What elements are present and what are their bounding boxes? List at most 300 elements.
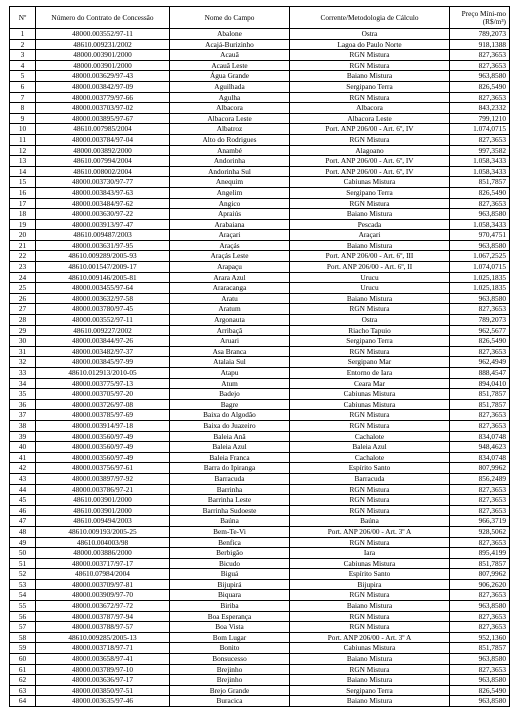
stream-methodology-cell: Port. ANP 206/00 - Art. 6º, II	[290, 262, 450, 273]
stream-methodology-cell: Baiano Mistura	[290, 696, 450, 707]
field-name-cell: Aratu	[170, 293, 290, 304]
field-name-cell: Araçás Leste	[170, 251, 290, 262]
contract-number-cell: 48000.003484/97-62	[36, 198, 170, 209]
header-stream-methodology: Corrente/Metodologia de Cálculo	[290, 7, 450, 29]
field-name-cell: Atum	[170, 378, 290, 389]
contract-number-cell: 48000.003786/97-21	[36, 484, 170, 495]
stream-methodology-cell: RGN Mistura	[290, 505, 450, 516]
stream-methodology-cell: Albacora	[290, 103, 450, 114]
stream-methodology-cell: Baiano Mistura	[290, 209, 450, 220]
field-name-cell: Bom Lugar	[170, 632, 290, 643]
table-row	[10, 357, 510, 368]
row-number-cell: 10	[10, 124, 36, 135]
field-name-cell: Andorinha	[170, 156, 290, 167]
row-number-cell: 59	[10, 643, 36, 654]
contract-number-cell: 48000.003897/97-92	[36, 473, 170, 484]
min-price-cell: 963,8580	[450, 240, 510, 251]
table-row	[10, 283, 510, 294]
header-num: Nº	[10, 7, 36, 29]
row-number-cell: 57	[10, 622, 36, 633]
table-row	[10, 442, 510, 453]
contract-number-cell: 48000.003705/97-20	[36, 389, 170, 400]
field-name-cell: Brejinho	[170, 675, 290, 686]
row-number-cell: 12	[10, 145, 36, 156]
stream-methodology-cell: Urucu	[290, 283, 450, 294]
contract-number-cell: 48000.003560/97-49	[36, 452, 170, 463]
row-number-cell: 27	[10, 304, 36, 315]
table-row	[10, 685, 510, 696]
table-row	[10, 92, 510, 103]
field-name-cell: Brejinho	[170, 664, 290, 675]
table-row	[10, 177, 510, 188]
min-price-cell: 1.058,3433	[450, 166, 510, 177]
row-number-cell: 53	[10, 579, 36, 590]
contract-number-cell: 48610.009494/2003	[36, 516, 170, 527]
row-number-cell: 9	[10, 113, 36, 124]
row-number-cell: 60	[10, 654, 36, 665]
table-row	[10, 346, 510, 357]
table-row	[10, 134, 510, 145]
stream-methodology-cell: Baúna	[290, 516, 450, 527]
field-name-cell: Arapaçu	[170, 262, 290, 273]
min-price-cell: 789,2073	[450, 315, 510, 326]
table-row	[10, 81, 510, 92]
contract-number-cell: 48000.003913/97-47	[36, 219, 170, 230]
min-price-cell: 827,3653	[450, 590, 510, 601]
contract-number-cell: 48000.003629/97-43	[36, 71, 170, 82]
contract-number-cell: 48000.003658/97-41	[36, 654, 170, 665]
min-price-cell: 1.074,0715	[450, 124, 510, 135]
field-name-cell: Baúna	[170, 516, 290, 527]
stream-methodology-cell: Sergipano Mar	[290, 357, 450, 368]
stream-methodology-cell: Port. ANP 206/00 - Art. 6º, III	[290, 251, 450, 262]
table-row	[10, 643, 510, 654]
field-name-cell: Biquara	[170, 590, 290, 601]
min-price-cell: 827,3653	[450, 92, 510, 103]
min-price-cell: 966,3719	[450, 516, 510, 527]
contract-number-cell: 48000.003560/97-49	[36, 431, 170, 442]
stream-methodology-cell: RGN Mistura	[290, 495, 450, 506]
contract-number-cell: 48000.003635/97-46	[36, 696, 170, 707]
row-number-cell: 20	[10, 230, 36, 241]
row-number-cell: 61	[10, 664, 36, 675]
field-name-cell: Aratum	[170, 304, 290, 315]
field-name-cell: Bagre	[170, 399, 290, 410]
row-number-cell: 22	[10, 251, 36, 262]
contract-number-cell: 48000.003482/97-37	[36, 346, 170, 357]
row-number-cell: 5	[10, 71, 36, 82]
row-number-cell: 44	[10, 484, 36, 495]
table-row	[10, 240, 510, 251]
row-number-cell: 28	[10, 315, 36, 326]
table-row	[10, 29, 510, 40]
field-name-cell: Berbigão	[170, 548, 290, 559]
field-name-cell: Água Grande	[170, 71, 290, 82]
stream-methodology-cell: RGN Mistura	[290, 198, 450, 209]
row-number-cell: 49	[10, 537, 36, 548]
field-name-cell: Apraiús	[170, 209, 290, 220]
row-number-cell: 4	[10, 60, 36, 71]
stream-methodology-cell: Pescada	[290, 219, 450, 230]
row-number-cell: 50	[10, 548, 36, 559]
stream-methodology-cell: Sergipano Terra	[290, 187, 450, 198]
contract-number-cell: 48610.009289/2005-93	[36, 251, 170, 262]
field-name-cell: Baixa do Juazeiro	[170, 420, 290, 431]
contract-number-cell: 48610.009285/2005-13	[36, 632, 170, 643]
min-price-cell: 834,0748	[450, 431, 510, 442]
stream-methodology-cell: RGN Mistura	[290, 134, 450, 145]
contract-number-cell: 48000.003780/97-45	[36, 304, 170, 315]
table-row	[10, 389, 510, 400]
table-row	[10, 399, 510, 410]
table-row	[10, 71, 510, 82]
row-number-cell: 47	[10, 516, 36, 527]
stream-methodology-cell: Ostra	[290, 29, 450, 40]
min-price-cell: 963,8580	[450, 654, 510, 665]
field-name-cell: Barrinha Leste	[170, 495, 290, 506]
field-name-cell: Barrinha	[170, 484, 290, 495]
row-number-cell: 17	[10, 198, 36, 209]
table-row	[10, 124, 510, 135]
field-name-cell: Bicudo	[170, 558, 290, 569]
table-row	[10, 368, 510, 379]
field-name-cell: Abalone	[170, 29, 290, 40]
contract-number-cell: 48610.009487/2003	[36, 230, 170, 241]
min-price-cell: 807,9962	[450, 463, 510, 474]
field-name-cell: Araracanga	[170, 283, 290, 294]
row-number-cell: 29	[10, 325, 36, 336]
table-row	[10, 304, 510, 315]
stream-methodology-cell: Ceara Mar	[290, 378, 450, 389]
row-number-cell: 33	[10, 368, 36, 379]
field-name-cell: Anambé	[170, 145, 290, 156]
min-price-cell: 834,0748	[450, 452, 510, 463]
row-number-cell: 16	[10, 187, 36, 198]
min-price-cell: 963,8580	[450, 71, 510, 82]
contract-number-cell: 48000.003730/97-77	[36, 177, 170, 188]
row-number-cell: 55	[10, 601, 36, 612]
contract-number-cell: 48610.008002/2004	[36, 166, 170, 177]
stream-methodology-cell: Espírito Santo	[290, 463, 450, 474]
row-number-cell: 15	[10, 177, 36, 188]
table-row	[10, 187, 510, 198]
field-name-cell: Baleia Azul	[170, 442, 290, 453]
row-number-cell: 43	[10, 473, 36, 484]
table-row	[10, 664, 510, 675]
stream-methodology-cell: RGN Mistura	[290, 590, 450, 601]
contract-number-cell: 48000.003901/2000	[36, 60, 170, 71]
table-row	[10, 156, 510, 167]
contract-number-cell: 48000.003909/97-70	[36, 590, 170, 601]
min-price-cell: 827,3653	[450, 134, 510, 145]
stream-methodology-cell: Baiano Mistura	[290, 654, 450, 665]
contract-number-cell: 48000.003718/97-71	[36, 643, 170, 654]
stream-methodology-cell: Baiano Mistura	[290, 240, 450, 251]
row-number-cell: 42	[10, 463, 36, 474]
min-price-cell: 963,8580	[450, 675, 510, 686]
contract-number-cell: 48000.003901/2000	[36, 50, 170, 61]
table-row	[10, 505, 510, 516]
min-price-cell: 851,7857	[450, 558, 510, 569]
table-row	[10, 325, 510, 336]
table-row	[10, 420, 510, 431]
stream-methodology-cell: Ostra	[290, 315, 450, 326]
row-number-cell: 63	[10, 685, 36, 696]
row-number-cell: 7	[10, 92, 36, 103]
stream-methodology-cell: Alagoano	[290, 145, 450, 156]
table-row	[10, 336, 510, 347]
stream-methodology-cell: Albacora Leste	[290, 113, 450, 124]
header-field-name: Nome do Campo	[170, 7, 290, 29]
min-price-cell: 856,2489	[450, 473, 510, 484]
min-price-cell: 807,9962	[450, 569, 510, 580]
stream-methodology-cell: Cabiunas Mistura	[290, 389, 450, 400]
table-row	[10, 145, 510, 156]
field-name-cell: Andorinha Sul	[170, 166, 290, 177]
contract-number-cell: 48000.003672/97-72	[36, 601, 170, 612]
table-row	[10, 452, 510, 463]
row-number-cell: 38	[10, 420, 36, 431]
min-price-cell: 952,1360	[450, 632, 510, 643]
field-name-cell: Asa Branca	[170, 346, 290, 357]
contract-number-cell: 48610.07984/2004	[36, 569, 170, 580]
stream-methodology-cell: Sergipano Terra	[290, 685, 450, 696]
contract-number-cell: 48610.009227/2002	[36, 325, 170, 336]
min-price-cell: 970,4751	[450, 230, 510, 241]
contract-number-cell: 48000.003703/97-02	[36, 103, 170, 114]
field-name-cell: Bonito	[170, 643, 290, 654]
field-name-cell: Bem-Te-Vi	[170, 526, 290, 537]
stream-methodology-cell: RGN Mistura	[290, 92, 450, 103]
min-price-cell: 894,0410	[450, 378, 510, 389]
table-row	[10, 548, 510, 559]
contract-number-cell: 48000.003560/97-49	[36, 442, 170, 453]
field-name-cell: Acauã Leste	[170, 60, 290, 71]
row-number-cell: 58	[10, 632, 36, 643]
field-name-cell: Atalaia Sul	[170, 357, 290, 368]
field-name-cell: Bonsucesso	[170, 654, 290, 665]
field-name-cell: Benfica	[170, 537, 290, 548]
field-name-cell: Agulha	[170, 92, 290, 103]
min-price-cell: 851,7857	[450, 643, 510, 654]
min-price-cell: 948,4623	[450, 442, 510, 453]
row-number-cell: 35	[10, 389, 36, 400]
contract-number-cell: 48000.003787/97-94	[36, 611, 170, 622]
stream-methodology-cell: Cabiunas Mistura	[290, 558, 450, 569]
row-number-cell: 23	[10, 262, 36, 273]
min-price-cell: 918,1388	[450, 39, 510, 50]
contract-number-cell: 48000.003842/97-09	[36, 81, 170, 92]
row-number-cell: 1	[10, 29, 36, 40]
header-contract-number: Número do Contrato de Concessão	[36, 7, 170, 29]
min-price-cell: 997,3582	[450, 145, 510, 156]
table-row	[10, 219, 510, 230]
stream-methodology-cell: Iara	[290, 548, 450, 559]
field-name-cell: Aguilhada	[170, 81, 290, 92]
concession-price-table	[9, 6, 510, 707]
field-name-cell: Boa Vista	[170, 622, 290, 633]
row-number-cell: 21	[10, 240, 36, 251]
min-price-cell: 827,3653	[450, 346, 510, 357]
min-price-cell: 888,4547	[450, 368, 510, 379]
min-price-cell: 906,2620	[450, 579, 510, 590]
table-row	[10, 537, 510, 548]
contract-number-cell: 48000.003850/97-51	[36, 685, 170, 696]
contract-number-cell: 48000.003845/97-99	[36, 357, 170, 368]
table-row	[10, 50, 510, 61]
table-row	[10, 516, 510, 527]
table-row	[10, 431, 510, 442]
stream-methodology-cell: Barracuda	[290, 473, 450, 484]
min-price-cell: 1.074,0715	[450, 262, 510, 273]
stream-methodology-cell: Port. ANP 206/00 - Art. 3º A	[290, 632, 450, 643]
table-row	[10, 601, 510, 612]
min-price-cell: 827,3653	[450, 611, 510, 622]
min-price-cell: 827,3653	[450, 410, 510, 421]
stream-methodology-cell: Baiano Mistura	[290, 71, 450, 82]
table-row	[10, 60, 510, 71]
row-number-cell: 54	[10, 590, 36, 601]
table-row	[10, 473, 510, 484]
table-row	[10, 579, 510, 590]
stream-methodology-cell: RGN Mistura	[290, 50, 450, 61]
min-price-cell: 799,1210	[450, 113, 510, 124]
row-number-cell: 34	[10, 378, 36, 389]
row-number-cell: 32	[10, 357, 36, 368]
field-name-cell: Buracica	[170, 696, 290, 707]
contract-number-cell: 48610.009146/2005-81	[36, 272, 170, 283]
contract-number-cell: 48000.003843/97-63	[36, 187, 170, 198]
contract-number-cell: 48000.003552/97-11	[36, 29, 170, 40]
field-name-cell: Bijupirá	[170, 579, 290, 590]
contract-number-cell: 48000.003636/97-17	[36, 675, 170, 686]
stream-methodology-cell: Cabiunas Mistura	[290, 399, 450, 410]
field-name-cell: Angico	[170, 198, 290, 209]
stream-methodology-cell: Urucu	[290, 272, 450, 283]
min-price-cell: 928,5062	[450, 526, 510, 537]
contract-number-cell: 48000.003895/97-67	[36, 113, 170, 124]
row-number-cell: 25	[10, 283, 36, 294]
stream-methodology-cell: RGN Mistura	[290, 484, 450, 495]
min-price-cell: 962,4949	[450, 357, 510, 368]
field-name-cell: Albatroz	[170, 124, 290, 135]
table-row	[10, 569, 510, 580]
table-row	[10, 590, 510, 601]
row-number-cell: 56	[10, 611, 36, 622]
row-number-cell: 46	[10, 505, 36, 516]
table-row	[10, 410, 510, 421]
row-number-cell: 40	[10, 442, 36, 453]
row-number-cell: 41	[10, 452, 36, 463]
field-name-cell: Albacora	[170, 103, 290, 114]
table-row	[10, 654, 510, 665]
table-row	[10, 622, 510, 633]
contract-number-cell: 48000.003552/97-11	[36, 315, 170, 326]
row-number-cell: 52	[10, 569, 36, 580]
min-price-cell: 827,3653	[450, 622, 510, 633]
contract-number-cell: 48000.003788/97-57	[36, 622, 170, 633]
table-row	[10, 558, 510, 569]
stream-methodology-cell: Cachalote	[290, 452, 450, 463]
min-price-cell: 826,5490	[450, 187, 510, 198]
field-name-cell: Alto do Rodrigues	[170, 134, 290, 145]
field-name-cell: Angelim	[170, 187, 290, 198]
field-name-cell: Araçari	[170, 230, 290, 241]
row-number-cell: 36	[10, 399, 36, 410]
field-name-cell: Biriba	[170, 601, 290, 612]
min-price-cell: 1.058,3433	[450, 219, 510, 230]
table-row	[10, 166, 510, 177]
contract-number-cell: 48610.001547/2009-17	[36, 262, 170, 273]
min-price-cell: 963,8580	[450, 293, 510, 304]
field-name-cell: Baleia Franca	[170, 452, 290, 463]
min-price-cell: 827,3653	[450, 304, 510, 315]
stream-methodology-cell: RGN Mistura	[290, 611, 450, 622]
document-page	[9, 6, 509, 707]
table-header	[10, 7, 510, 29]
row-number-cell: 3	[10, 50, 36, 61]
contract-number-cell: 48000.003631/97-95	[36, 240, 170, 251]
row-number-cell: 18	[10, 209, 36, 220]
field-name-cell: Barra do Ipiranga	[170, 463, 290, 474]
table-row	[10, 272, 510, 283]
stream-methodology-cell: Baleia Azul	[290, 442, 450, 453]
min-price-cell: 962,5677	[450, 325, 510, 336]
row-number-cell: 64	[10, 696, 36, 707]
min-price-cell: 827,3653	[450, 664, 510, 675]
row-number-cell: 62	[10, 675, 36, 686]
contract-number-cell: 48610.007985/2004	[36, 124, 170, 135]
table-row	[10, 526, 510, 537]
contract-number-cell: 48000.003914/97-18	[36, 420, 170, 431]
field-name-cell: Brejo Grande	[170, 685, 290, 696]
stream-methodology-cell: Baiano Mistura	[290, 675, 450, 686]
row-number-cell: 51	[10, 558, 36, 569]
min-price-cell: 1.058,3433	[450, 156, 510, 167]
stream-methodology-cell: Cabiunas Mistura	[290, 643, 450, 654]
header-row	[10, 7, 510, 29]
min-price-cell: 851,7857	[450, 399, 510, 410]
stream-methodology-cell: Baiano Mistura	[290, 293, 450, 304]
stream-methodology-cell: Riacho Tapuio	[290, 325, 450, 336]
field-name-cell: Arribaçã	[170, 325, 290, 336]
row-number-cell: 24	[10, 272, 36, 283]
min-price-cell: 827,3653	[450, 484, 510, 495]
contract-number-cell: 48000.003756/97-61	[36, 463, 170, 474]
table-row	[10, 484, 510, 495]
stream-methodology-cell: Baiano Mistura	[290, 601, 450, 612]
contract-number-cell: 48000.003779/97-66	[36, 92, 170, 103]
min-price-cell: 1.067,2525	[450, 251, 510, 262]
contract-number-cell: 48610.007994/2004	[36, 156, 170, 167]
table-row	[10, 262, 510, 273]
min-price-cell: 851,7857	[450, 177, 510, 188]
table-row	[10, 463, 510, 474]
stream-methodology-cell: RGN Mistura	[290, 60, 450, 71]
contract-number-cell: 48000.003789/97-10	[36, 664, 170, 675]
table-row	[10, 293, 510, 304]
row-number-cell: 31	[10, 346, 36, 357]
min-price-cell: 963,8580	[450, 696, 510, 707]
table-row	[10, 315, 510, 326]
min-price-cell: 827,3653	[450, 495, 510, 506]
contract-number-cell: 48610.009193/2005-25	[36, 526, 170, 537]
field-name-cell: Arara Azul	[170, 272, 290, 283]
min-price-cell: 1.025,1835	[450, 283, 510, 294]
field-name-cell: Acajá-Burizinho	[170, 39, 290, 50]
stream-methodology-cell: Port. ANP 206/00 - Art. 6º, IV	[290, 124, 450, 135]
contract-number-cell: 48610.009231/2002	[36, 39, 170, 50]
